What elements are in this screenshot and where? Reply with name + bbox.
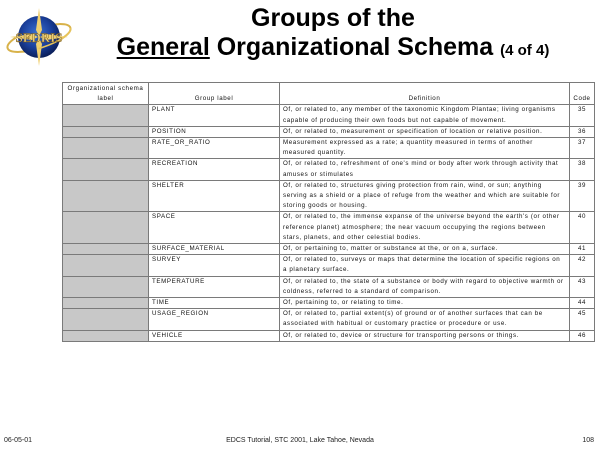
definition-cell: Of, or related to, structures giving protection from rain, wind, or sun; anything serving as a shield or a place of refuge from the weather and which are suitable for storing goods or housing. — [280, 180, 570, 212]
definition-cell: Of, or related to, the state of a substance or body with regard to objective warmth or coldness, referred to a standard of comparison. — [280, 276, 570, 297]
schema-label-cell — [63, 138, 149, 159]
title-line-2 — [70, 32, 596, 66]
code-cell: 40 — [570, 212, 595, 244]
svg-text:SEDRIS: SEDRIS — [15, 30, 63, 45]
group-label-cell: RATE_OR_RATIO — [149, 138, 280, 159]
title-main-text: Organizational Schema — [209, 33, 501, 61]
code-cell: 46 — [570, 330, 595, 341]
definition-cell: Of, or related to, any member of the taxonomic Kingdom Plantae; living organisms capable of producing their own foods but not capable of movement. — [280, 105, 570, 126]
table-row — [63, 159, 595, 180]
schema-label-cell — [63, 255, 149, 276]
table-row — [63, 180, 595, 212]
definition-cell: Of, or related to, the immense expanse of the universe beyond the earth's (or other reference planet) atmosphere; the near vacuum occupying the regions between stars, planets, and other celestial bodies. — [280, 212, 570, 244]
definition-cell: Measurement expressed as a rate; a quantity measured in terms of another measured quantity. — [280, 138, 570, 159]
table-row — [63, 105, 595, 126]
code-cell: 45 — [570, 309, 595, 330]
table-row — [63, 330, 595, 341]
table-row — [63, 298, 595, 309]
schema-label-cell — [63, 212, 149, 244]
schema-table-container — [62, 82, 594, 342]
schema-groups-table — [62, 82, 595, 342]
header-group-label: Group label — [149, 83, 280, 105]
table-row — [63, 126, 595, 137]
definition-cell: Of, or related to, surveys or maps that determine the location of specific regions on a planetary surface. — [280, 255, 570, 276]
header-schema-label: Organizational schema label — [63, 83, 149, 105]
title-underlined-word: General — [116, 33, 210, 61]
sedris-logo — [4, 6, 74, 68]
group-label-cell: POSITION — [149, 126, 280, 137]
schema-label-cell — [63, 159, 149, 180]
schema-label-cell — [63, 244, 149, 255]
group-label-cell: RECREATION — [149, 159, 280, 180]
table-body — [63, 105, 595, 341]
footer-event: EDCS Tutorial, STC 2001, Lake Tahoe, Nevada — [226, 437, 374, 444]
group-label-cell: PLANT — [149, 105, 280, 126]
schema-label-cell — [63, 276, 149, 297]
code-cell: 37 — [570, 138, 595, 159]
slide-title — [70, 4, 596, 66]
table-row — [63, 212, 595, 244]
definition-cell: Of, or related to, partial extent(s) of ground or of another surfaces that can be associated with habitual or customary practice or procedure or use. — [280, 309, 570, 330]
schema-label-cell — [63, 180, 149, 212]
footer-page-number: 108 — [582, 437, 594, 444]
table-header-row — [63, 83, 595, 105]
schema-label-cell — [63, 105, 149, 126]
code-cell: 42 — [570, 255, 595, 276]
group-label-cell: USAGE_REGION — [149, 309, 280, 330]
title-line-1: Groups of the — [251, 4, 415, 32]
code-cell: 35 — [570, 105, 595, 126]
schema-label-cell — [63, 298, 149, 309]
table-row — [63, 255, 595, 276]
code-cell: 43 — [570, 276, 595, 297]
header-code: Code — [570, 83, 595, 105]
schema-label-cell — [63, 309, 149, 330]
group-label-cell: TEMPERATURE — [149, 276, 280, 297]
group-label-cell: SPACE — [149, 212, 280, 244]
title-page-suffix: (4 of 4) — [500, 42, 550, 59]
schema-label-cell — [63, 126, 149, 137]
table-row — [63, 138, 595, 159]
definition-cell: Of, or related to, refreshment of one's mind or body after work through activity that amuses or stimulates — [280, 159, 570, 180]
definition-cell: Of, or pertaining to, matter or substance at the, or on a, surface. — [280, 244, 570, 255]
code-cell: 38 — [570, 159, 595, 180]
header-definition: Definition — [280, 83, 570, 105]
definition-cell: Of, pertaining to, or relating to time. — [280, 298, 570, 309]
group-label-cell: SURFACE_MATERIAL — [149, 244, 280, 255]
code-cell: 44 — [570, 298, 595, 309]
group-label-cell: TIME — [149, 298, 280, 309]
code-cell: 36 — [570, 126, 595, 137]
group-label-cell: VEHICLE — [149, 330, 280, 341]
table-row — [63, 309, 595, 330]
footer-date: 06-05-01 — [4, 437, 33, 444]
group-label-cell: SURVEY — [149, 255, 280, 276]
code-cell: 39 — [570, 180, 595, 212]
definition-cell: Of, or related to, measurement or specification of location or relative position. — [280, 126, 570, 137]
table-row — [63, 276, 595, 297]
definition-cell: Of, or related to, device or structure for transporting persons or things. — [280, 330, 570, 341]
code-cell: 41 — [570, 244, 595, 255]
group-label-cell: SHELTER — [149, 180, 280, 212]
schema-label-cell — [63, 330, 149, 341]
table-row — [63, 244, 595, 255]
